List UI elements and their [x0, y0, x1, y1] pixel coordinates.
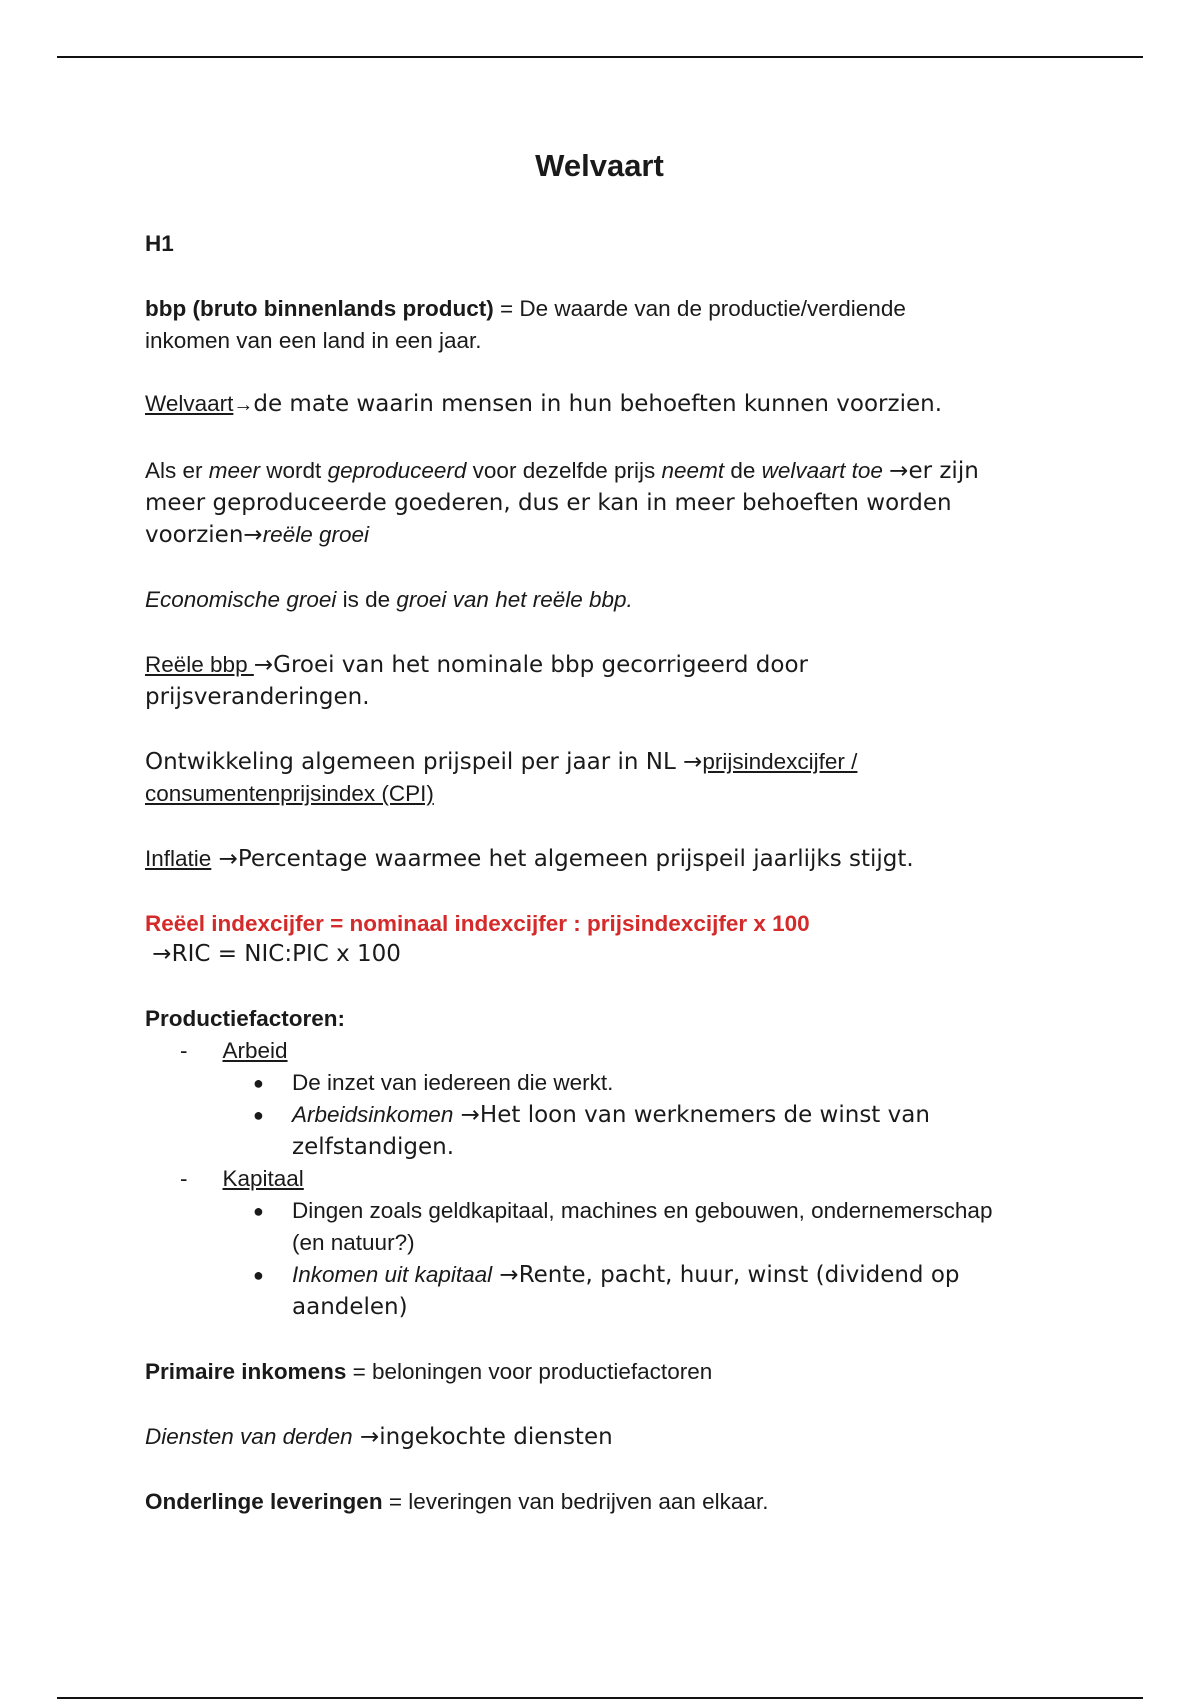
arbeid-item — [145, 1035, 288, 1067]
ontwikkeling-line2 — [145, 778, 434, 810]
dash-marker: - — [180, 1166, 188, 1191]
bbp-definition-line2: inkomen van een land in een jaar. — [145, 328, 482, 353]
onderlinge-leveringen-term: Onderlinge leveringen — [145, 1489, 383, 1514]
arbeid-bullet-2-line2: zelfstandigen. — [292, 1134, 455, 1160]
productiefactoren-heading: Productiefactoren: — [145, 1006, 346, 1031]
reele-bbp-line2: prijsveranderingen. — [145, 684, 370, 710]
prijsindexcijfer-term: prijsindexcijfer / — [702, 749, 858, 774]
primaire-inkomens-line: Primaire inkomens = beloningen voor productiefactoren — [145, 1359, 713, 1384]
document-title: Welvaart — [535, 148, 664, 183]
diensten-van-derden-line: Diensten van derden →ingekochte diensten — [145, 1424, 613, 1450]
diensten-van-derden-term: Diensten van derden — [145, 1424, 353, 1449]
chapter-heading: H1 — [145, 231, 174, 256]
arbeid-bullet-2: ● Arbeidsinkomen →Het loon van werknemers de winst van — [255, 1099, 893, 1131]
kapitaal-bullet-1: ● Dingen zoals geldkapitaal, machines en gebouwen, ondernemerschap — [255, 1195, 955, 1227]
reele-bbp-term: Reële bbp — [145, 652, 254, 677]
bottom-rule — [57, 1697, 1143, 1699]
economische-groei-line: Economische groei is de groei van het reële bbp. — [145, 587, 633, 612]
inflatie-definition: Inflatie →Percentage waarmee het algemeen prijspeil jaarlijks stijgt. — [145, 846, 914, 872]
reele-groei-term: reële groei — [262, 522, 370, 547]
kapitaal-item — [145, 1163, 304, 1195]
kapitaal-bullet-2-line2: aandelen) — [292, 1294, 408, 1320]
primaire-inkomens-term: Primaire inkomens — [145, 1359, 347, 1384]
arbeid-term: Arbeid — [222, 1038, 288, 1063]
top-rule — [57, 56, 1143, 58]
bullet-marker: ● — [253, 1265, 264, 1285]
dash-marker: - — [180, 1038, 188, 1063]
formula-short: →RIC = NIC:PIC x 100 — [145, 941, 401, 967]
bbp-definition-line1: bbp (bruto binnenlands product) = De waarde van de productie/verdiende — [145, 296, 906, 321]
ontwikkeling-line1: Ontwikkeling algemeen prijspeil per jaar in NL →prijsindexcijfer / — [145, 749, 858, 775]
formula-reeel-indexcijfer: Reëel indexcijfer = nominaal indexcijfer : prijsindexcijfer x 100 — [145, 911, 810, 936]
inflatie-term: Inflatie — [145, 846, 212, 871]
arbeid-bullet-1: ● De inzet van iedereen die werkt. — [255, 1067, 576, 1099]
onderlinge-leveringen-line: Onderlinge leveringen = leveringen van bedrijven aan elkaar. — [145, 1489, 769, 1514]
kapitaal-term: Kapitaal — [222, 1166, 304, 1191]
reele-bbp-line1: Reële bbp →Groei van het nominale bbp gecorrigeerd door — [145, 652, 808, 678]
meer-line2: meer geproduceerde goederen, dus er kan in meer behoeften worden — [145, 490, 952, 516]
bullet-marker: ● — [253, 1105, 264, 1125]
meer-line3: voorzien→reële groei — [145, 522, 370, 548]
welvaart-term: Welvaart — [145, 391, 234, 416]
cpi-term: consumentenprijsindex (CPI) — [145, 781, 434, 806]
bullet-marker: ● — [253, 1201, 264, 1221]
kapitaal-bullet-2: ● Inkomen uit kapitaal →Rente, pacht, huur, winst (dividend op — [255, 1259, 923, 1291]
bbp-term: bbp (bruto binnenlands product) — [145, 296, 494, 321]
meer-line1: Als er meer wordt geproduceerd voor dezelfde prijs neemt de welvaart toe →er zijn — [145, 458, 979, 484]
kapitaal-bullet-1-line2: (en natuur?) — [292, 1230, 415, 1255]
welvaart-definition: Welvaart→de mate waarin mensen in hun behoeften kunnen voorzien. — [145, 391, 943, 417]
bullet-marker: ● — [253, 1073, 264, 1093]
